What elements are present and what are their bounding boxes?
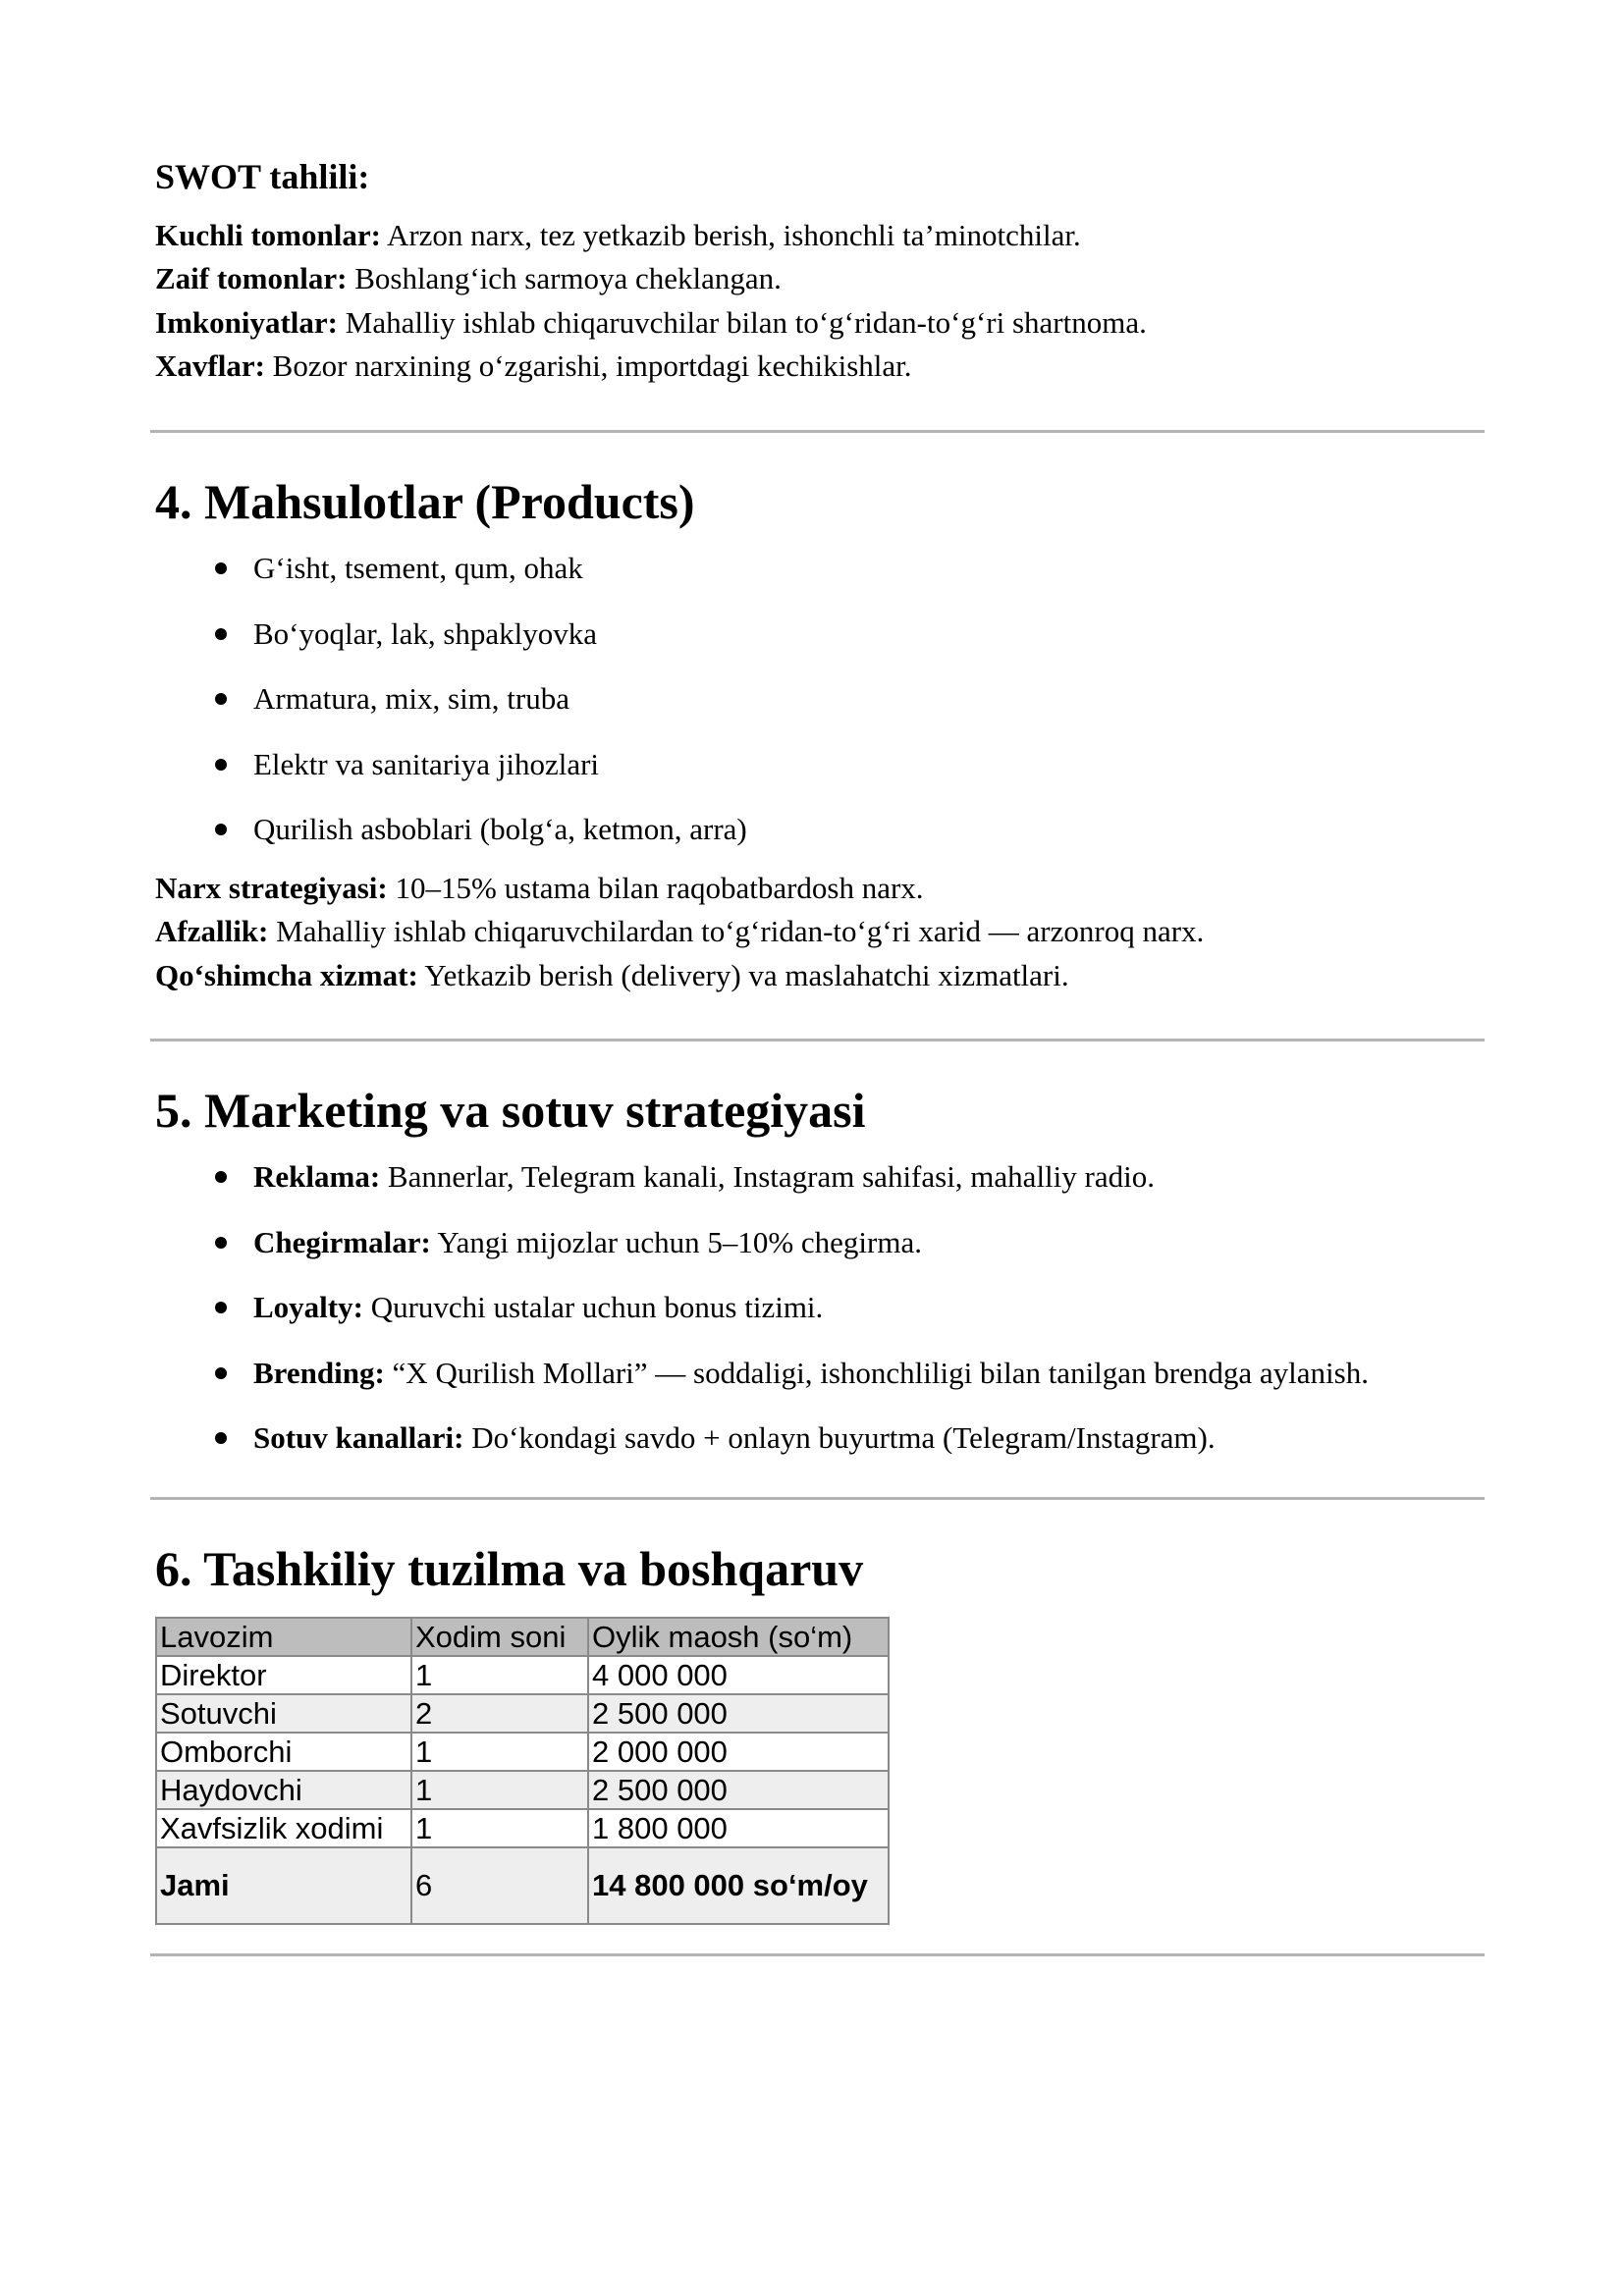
bullet-icon — [215, 759, 227, 771]
table-cell: 1 — [411, 1733, 588, 1771]
bullet-icon — [215, 562, 227, 574]
divider — [150, 1497, 1485, 1500]
marketing-item: Reklama: Bannerlar, Telegram kanali, Instagram sahifasi, mahalliy radio. — [253, 1159, 1155, 1194]
table-cell: Xavfsizlik xodimi — [156, 1809, 411, 1847]
marketing-heading: 5. Marketing va sotuv strategiyasi — [155, 1083, 866, 1138]
divider — [150, 1039, 1485, 1041]
bullet-icon — [215, 628, 227, 640]
bullet-icon — [215, 1237, 227, 1249]
table-row — [156, 1656, 889, 1694]
product-item: G‘isht, tsement, qum, ohak — [253, 551, 583, 585]
org-heading: 6. Tashkiliy tuzilma va boshqaruv — [155, 1541, 864, 1596]
table-cell: 1 800 000 — [588, 1809, 889, 1847]
table-row — [156, 1733, 889, 1771]
advantage: Afzallik: Mahalliy ishlab chiqaruvchilardan to‘g‘ridan-to‘g‘ri xarid — arzonroq narx. — [155, 914, 1205, 948]
table-cell: 2 — [411, 1694, 588, 1733]
swot-weaknesses: Zaif tomonlar: Boshlang‘ich sarmoya cheklangan. — [155, 261, 782, 295]
table-cell: 2 000 000 — [588, 1733, 889, 1771]
table-cell: 2 500 000 — [588, 1694, 889, 1733]
product-item: Armatura, mix, sim, truba — [253, 681, 569, 716]
table-header-cell: Lavozim — [156, 1618, 411, 1656]
staff-table — [155, 1617, 890, 1925]
swot-strengths: Kuchli tomonlar: Arzon narx, tez yetkazib berish, ishonchli ta’minotchilar. — [155, 218, 1081, 252]
table-row — [156, 1809, 889, 1847]
marketing-item: Chegirmalar: Yangi mijozlar uchun 5–10% chegirma. — [253, 1225, 922, 1259]
swot-title: SWOT tahlili: — [155, 157, 370, 196]
marketing-item: Loyalty: Quruvchi ustalar uchun bonus tizimi. — [253, 1290, 824, 1324]
swot-threats: Xavflar: Bozor narxining o‘zgarishi, importdagi kechikishlar. — [155, 348, 912, 383]
bullet-icon — [215, 824, 227, 835]
table-cell: Jami — [156, 1847, 411, 1924]
divider — [150, 1953, 1485, 1956]
table-cell: 1 — [411, 1809, 588, 1847]
table-header-row — [156, 1618, 889, 1656]
table-cell: 2 500 000 — [588, 1771, 889, 1809]
table-cell: Direktor — [156, 1656, 411, 1694]
swot-opportunities: Imkoniyatlar: Mahalliy ishlab chiqaruvchilar bilan to‘g‘ridan-to‘g‘ri shartnoma. — [155, 305, 1147, 340]
table-cell: 14 800 000 so‘m/oy — [588, 1847, 889, 1924]
table-row — [156, 1694, 889, 1733]
bullet-icon — [215, 1302, 227, 1313]
table-header-cell: Xodim soni — [411, 1618, 588, 1656]
table-cell: Haydovchi — [156, 1771, 411, 1809]
table-cell: 1 — [411, 1656, 588, 1694]
marketing-item: Sotuv kanallari: Do‘kondagi savdo + onlayn buyurtma (Telegram/Instagram). — [253, 1420, 1216, 1455]
product-item: Elektr va sanitariya jihozlari — [253, 747, 600, 781]
table-total-row — [156, 1847, 889, 1924]
table-row — [156, 1771, 889, 1809]
product-item: Bo‘yoqlar, lak, shpaklyovka — [253, 616, 598, 651]
bullet-icon — [215, 693, 227, 705]
products-heading: 4. Mahsulotlar (Products) — [155, 474, 695, 529]
marketing-item: Brending: “X Qurilish Mollari” — soddaligi, ishonchliligi bilan tanilgan brendga aylanish. — [253, 1356, 1369, 1390]
pricing-strategy: Narx strategiyasi: 10–15% ustama bilan raqobatbardosh narx. — [155, 871, 924, 905]
table-cell: Sotuvchi — [156, 1694, 411, 1733]
product-item: Qurilish asboblari (bolg‘a, ketmon, arra) — [253, 812, 747, 846]
extra-service: Qo‘shimcha xizmat: Yetkazib berish (delivery) va maslahatchi xizmatlari. — [155, 958, 1069, 992]
bullet-icon — [215, 1432, 227, 1444]
bullet-icon — [215, 1171, 227, 1183]
divider — [150, 430, 1485, 433]
table-cell: 1 — [411, 1771, 588, 1809]
table-cell: 6 — [411, 1847, 588, 1924]
bullet-icon — [215, 1367, 227, 1379]
table-header-cell: Oylik maosh (so‘m) — [588, 1618, 889, 1656]
table-cell: 4 000 000 — [588, 1656, 889, 1694]
table-cell: Omborchi — [156, 1733, 411, 1771]
